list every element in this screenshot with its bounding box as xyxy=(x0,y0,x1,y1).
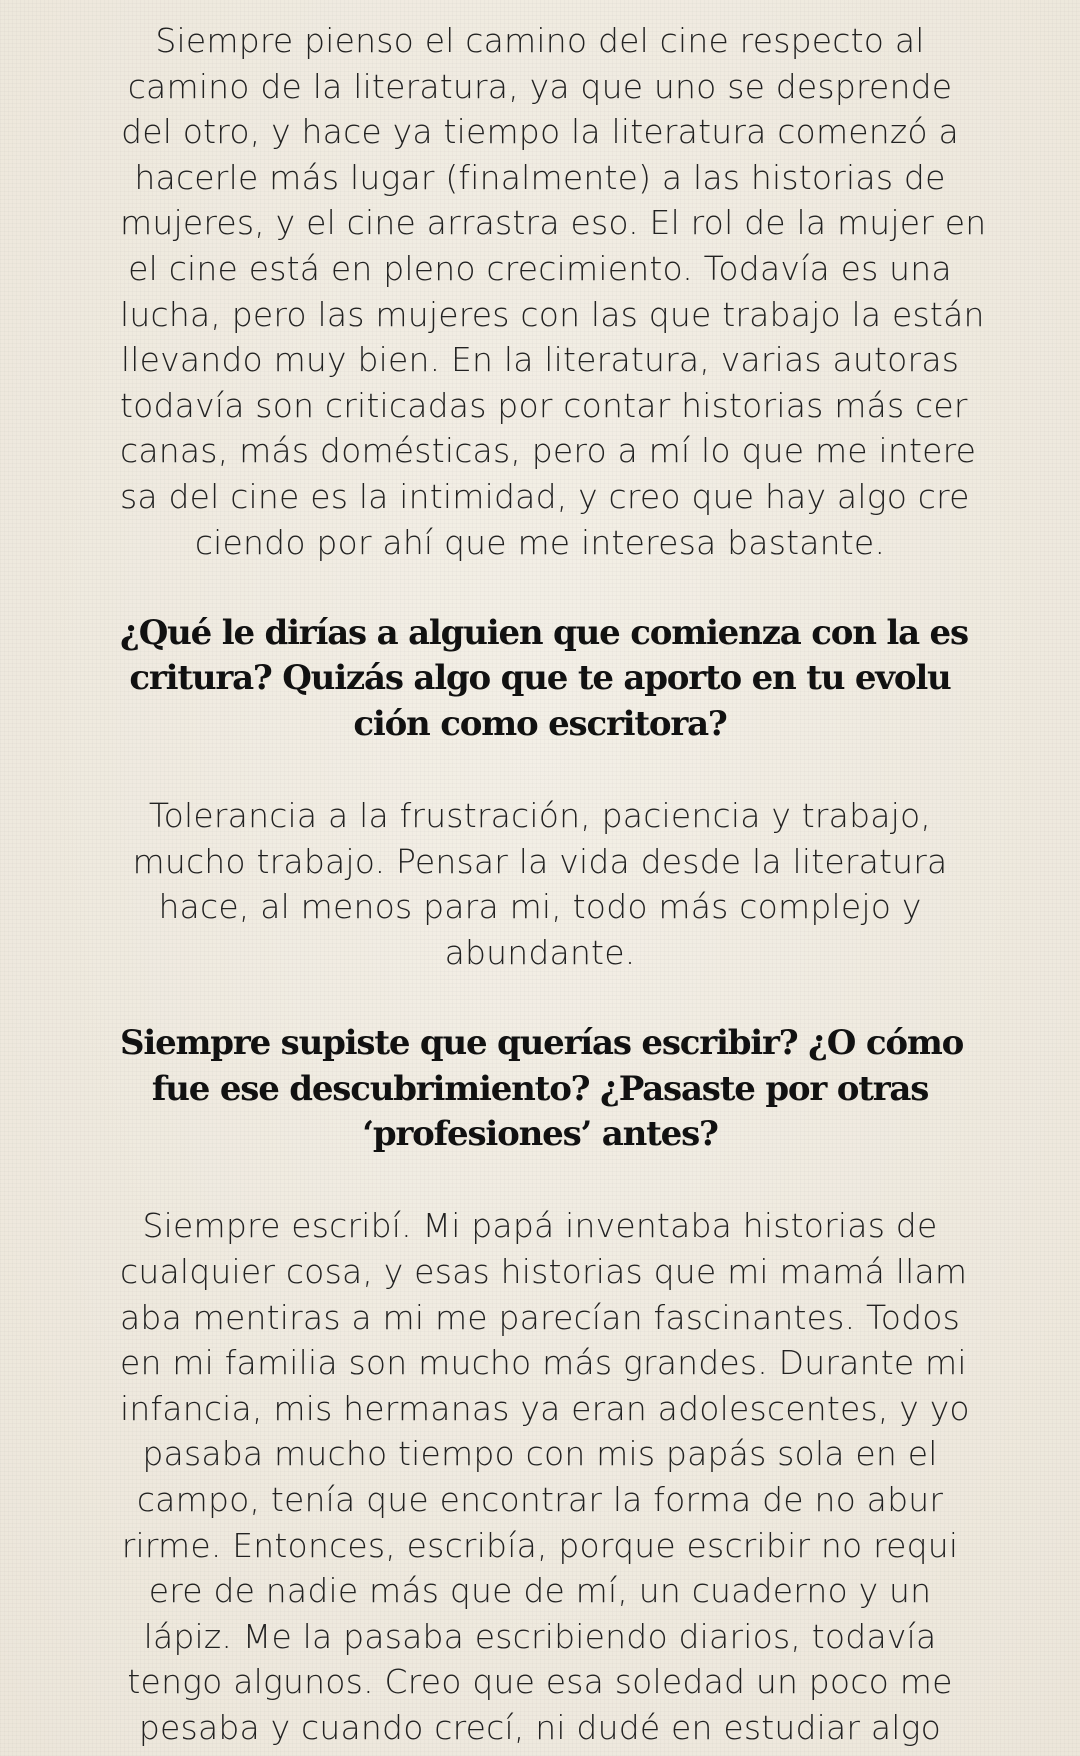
heading-line: fue ese descubrimiento? ¿Pasaste por otras xyxy=(151,1068,929,1109)
text-line: hace, al menos para mi, todo más complejo y xyxy=(158,887,922,927)
text-line: sa del cine es la intimidad, y creo que hay algo cre xyxy=(120,476,970,516)
text-line: tengo algunos. Creo que esa soledad un poco me xyxy=(127,1662,953,1702)
text-line: cualquier cosa, y esas historias que mi mamá llam xyxy=(120,1252,968,1292)
text-line: todavía son criticadas por contar historias más cer xyxy=(120,385,968,425)
text-line: hacerle más lugar (finalmente) a las historias de xyxy=(134,157,946,197)
answer-paragraph-1 xyxy=(120,18,987,565)
heading-line: Siempre supiste que querías escribir? ¿O cómo xyxy=(120,1023,964,1064)
text-line: llevando muy bien. En la literatura, varias autoras xyxy=(120,340,960,380)
text-line: rirme. Entonces, escribía, porque escribir no requi xyxy=(121,1525,959,1565)
heading-line: ción como escritora? xyxy=(353,703,727,744)
paragraph-gap xyxy=(120,975,960,1021)
text-line: ere de nadie más que de mí, un cuaderno y un xyxy=(148,1571,932,1611)
heading-line: ‘profesiones’ antes? xyxy=(362,1114,718,1155)
text-line: en mi familia son mucho más grandes. Durante mi xyxy=(120,1343,967,1383)
answer-paragraph-2 xyxy=(120,793,960,975)
text-line: el cine está en pleno crecimiento. Todavía es una xyxy=(128,248,952,288)
heading-line: critura? Quizás algo que te aporto en tu evolu xyxy=(129,658,951,699)
question-heading-3 xyxy=(120,1021,964,1158)
text-line: pesaba y cuando crecí, ni dudé en estudiar algo xyxy=(138,1707,942,1747)
paragraph-gap xyxy=(120,565,960,611)
text-line: mujeres, y el cine arrastra eso. El rol de la mujer en xyxy=(120,203,987,243)
text-line: del otro, y hace ya tiempo la literatura comenzó a xyxy=(121,112,959,152)
text-line: infancia, mis hermanas ya eran adolescentes, y yo xyxy=(120,1388,970,1428)
text-line: abundante. xyxy=(444,932,636,972)
text-line: pasaba mucho tiempo con mis papás sola en el xyxy=(142,1434,938,1474)
paragraph-gap xyxy=(120,748,960,794)
text-line: Siempre escribí. Mi papá inventaba historias de xyxy=(142,1206,938,1246)
text-line: aba mentiras a mi me parecían fascinantes. Todos xyxy=(120,1297,961,1337)
text-line: Siempre pienso el camino del cine respecto al xyxy=(155,21,925,60)
question-heading-2 xyxy=(120,611,968,748)
text-line: mucho trabajo. Pensar la vida desde la literatura xyxy=(132,841,948,881)
text-line: canas, más domésticas, pero a mí lo que me intere xyxy=(120,431,977,471)
text-line: lucha, pero las mujeres con las que trabajo la están xyxy=(120,294,985,334)
text-line: campo, tenía que encontrar la forma de no abur xyxy=(136,1480,944,1519)
answer-paragraph-3 xyxy=(120,1203,970,1750)
text-line: camino de la literatura, ya que uno se desprende xyxy=(127,66,953,106)
text-line: ciendo por ahí que me interesa bastante. xyxy=(194,522,886,562)
text-line: lápiz. Me la pasaba escribiendo diarios, todavía xyxy=(143,1616,937,1656)
text-line: Tolerancia a la frustración, paciencia y trabajo, xyxy=(148,796,932,836)
heading-line: ¿Qué le dirías a alguien que comienza con la es xyxy=(120,612,968,653)
paragraph-gap xyxy=(120,1158,960,1204)
